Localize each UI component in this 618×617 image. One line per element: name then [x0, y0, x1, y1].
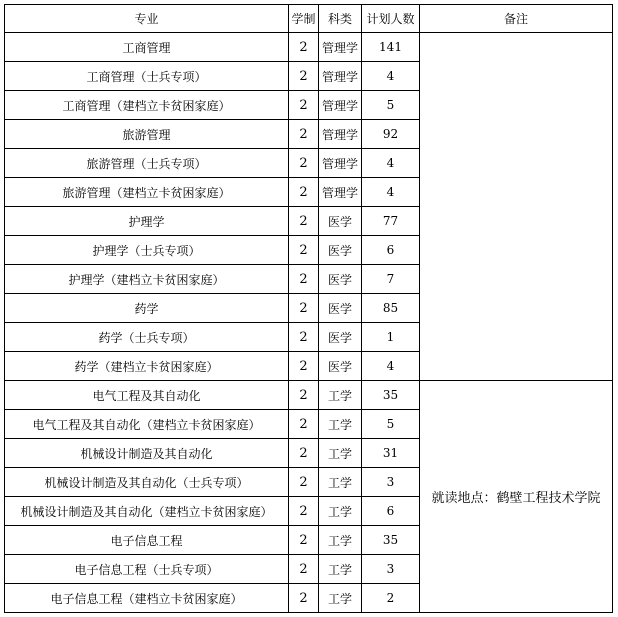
- subject-cell: 管理学: [319, 120, 362, 149]
- years-cell: 2: [289, 497, 319, 526]
- major-cell: 机械设计制造及其自动化（建档立卡贫困家庭）: [5, 497, 289, 526]
- plan-count-cell: 1: [362, 323, 420, 352]
- table-row: [5, 33, 613, 62]
- years-cell: 2: [289, 381, 319, 410]
- major-cell: 工商管理（士兵专项）: [5, 62, 289, 91]
- major-cell: 药学（士兵专项）: [5, 323, 289, 352]
- plan-count-cell: 35: [362, 526, 420, 555]
- years-cell: 2: [289, 178, 319, 207]
- major-cell: 旅游管理: [5, 120, 289, 149]
- table-body: [5, 33, 613, 613]
- header-remark: 备注: [420, 5, 613, 33]
- years-cell: 2: [289, 236, 319, 265]
- major-cell: 电子信息工程: [5, 526, 289, 555]
- header-plan-count: 计划人数: [362, 5, 420, 33]
- subject-cell: 工学: [319, 555, 362, 584]
- major-cell: 电气工程及其自动化（建档立卡贫困家庭）: [5, 410, 289, 439]
- years-cell: 2: [289, 352, 319, 381]
- major-cell: 电子信息工程（建档立卡贫困家庭）: [5, 584, 289, 613]
- plan-count-cell: 6: [362, 236, 420, 265]
- subject-cell: 管理学: [319, 33, 362, 62]
- years-cell: 2: [289, 207, 319, 236]
- subject-cell: 管理学: [319, 91, 362, 120]
- remark-cell-empty: [420, 33, 613, 381]
- plan-count-cell: 4: [362, 149, 420, 178]
- plan-count-cell: 2: [362, 584, 420, 613]
- subject-cell: 医学: [319, 207, 362, 236]
- major-cell: 电气工程及其自动化: [5, 381, 289, 410]
- plan-count-cell: 31: [362, 439, 420, 468]
- enrollment-plan-table: [4, 4, 613, 613]
- plan-count-cell: 3: [362, 555, 420, 584]
- major-cell: 机械设计制造及其自动化（士兵专项）: [5, 468, 289, 497]
- years-cell: 2: [289, 555, 319, 584]
- subject-cell: 管理学: [319, 62, 362, 91]
- major-cell: 护理学: [5, 207, 289, 236]
- plan-count-cell: 4: [362, 352, 420, 381]
- subject-cell: 医学: [319, 236, 362, 265]
- plan-count-cell: 4: [362, 62, 420, 91]
- years-cell: 2: [289, 294, 319, 323]
- major-cell: 旅游管理（建档立卡贫困家庭）: [5, 178, 289, 207]
- subject-cell: 工学: [319, 381, 362, 410]
- subject-cell: 工学: [319, 410, 362, 439]
- major-cell: 护理学（士兵专项）: [5, 236, 289, 265]
- table-header-row: [5, 5, 613, 33]
- major-cell: 电子信息工程（士兵专项）: [5, 555, 289, 584]
- header-major: 专业: [5, 5, 289, 33]
- major-cell: 药学（建档立卡贫困家庭）: [5, 352, 289, 381]
- subject-cell: 工学: [319, 497, 362, 526]
- header-years: 学制: [289, 5, 319, 33]
- major-cell: 机械设计制造及其自动化: [5, 439, 289, 468]
- years-cell: 2: [289, 323, 319, 352]
- years-cell: 2: [289, 62, 319, 91]
- header-subject: 科类: [319, 5, 362, 33]
- years-cell: 2: [289, 439, 319, 468]
- years-cell: 2: [289, 526, 319, 555]
- plan-count-cell: 3: [362, 468, 420, 497]
- subject-cell: 工学: [319, 584, 362, 613]
- plan-count-cell: 85: [362, 294, 420, 323]
- plan-count-cell: 35: [362, 381, 420, 410]
- plan-count-cell: 6: [362, 497, 420, 526]
- years-cell: 2: [289, 468, 319, 497]
- plan-count-cell: 5: [362, 91, 420, 120]
- years-cell: 2: [289, 410, 319, 439]
- subject-cell: 工学: [319, 526, 362, 555]
- years-cell: 2: [289, 265, 319, 294]
- table-row: [5, 381, 613, 410]
- years-cell: 2: [289, 584, 319, 613]
- subject-cell: 工学: [319, 468, 362, 497]
- subject-cell: 医学: [319, 323, 362, 352]
- major-cell: 护理学（建档立卡贫困家庭）: [5, 265, 289, 294]
- subject-cell: 工学: [319, 439, 362, 468]
- plan-count-cell: 141: [362, 33, 420, 62]
- years-cell: 2: [289, 120, 319, 149]
- major-cell: 药学: [5, 294, 289, 323]
- major-cell: 工商管理（建档立卡贫困家庭）: [5, 91, 289, 120]
- subject-cell: 医学: [319, 294, 362, 323]
- years-cell: 2: [289, 91, 319, 120]
- plan-count-cell: 5: [362, 410, 420, 439]
- years-cell: 2: [289, 33, 319, 62]
- years-cell: 2: [289, 149, 319, 178]
- plan-count-cell: 92: [362, 120, 420, 149]
- remark-cell-location: 就读地点：鹤壁工程技术学院: [420, 381, 613, 613]
- plan-count-cell: 77: [362, 207, 420, 236]
- subject-cell: 医学: [319, 265, 362, 294]
- subject-cell: 医学: [319, 352, 362, 381]
- plan-count-cell: 4: [362, 178, 420, 207]
- subject-cell: 管理学: [319, 178, 362, 207]
- major-cell: 旅游管理（士兵专项）: [5, 149, 289, 178]
- major-cell: 工商管理: [5, 33, 289, 62]
- subject-cell: 管理学: [319, 149, 362, 178]
- plan-count-cell: 7: [362, 265, 420, 294]
